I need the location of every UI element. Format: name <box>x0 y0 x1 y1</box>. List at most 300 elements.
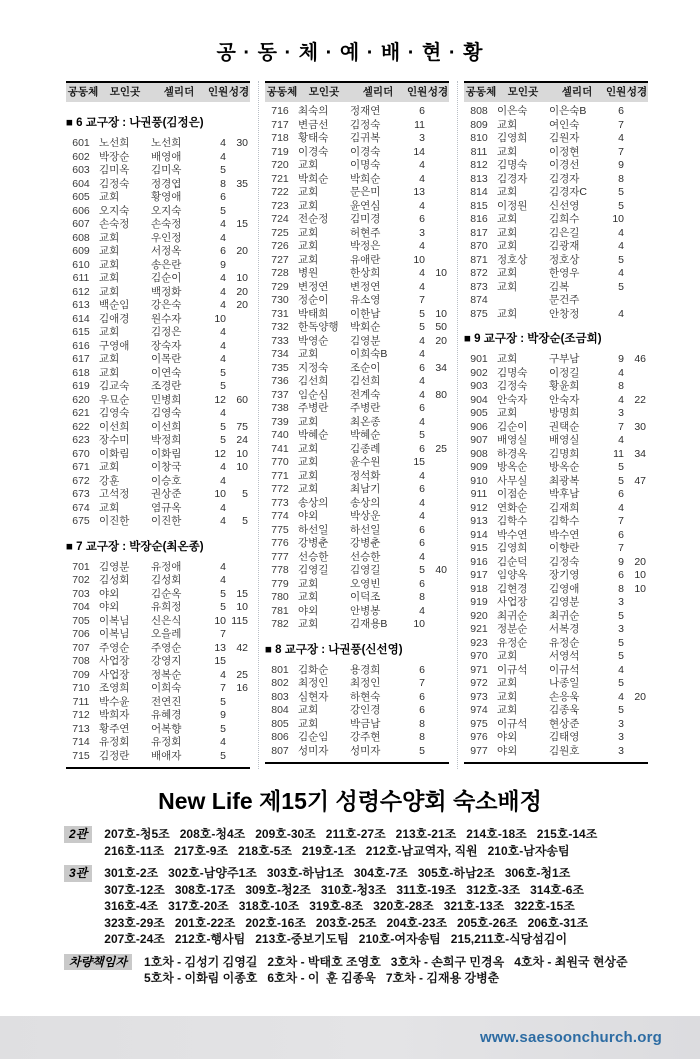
cell-leader: 유혜경 <box>151 709 182 721</box>
table-row <box>464 542 648 556</box>
cell-leader: 노선희 <box>151 137 182 149</box>
table-row <box>464 353 648 367</box>
assignment-line: 207호-청5조 208호-청4조 209호-30조 211호-27조 213호-21조 214호-18조 215호-14조 <box>104 827 598 841</box>
table-row <box>265 348 449 362</box>
table-row <box>464 119 648 133</box>
table-row <box>265 375 449 389</box>
cell-leader: 박수연 <box>549 528 580 541</box>
cell-bible <box>626 146 648 160</box>
cell-count: 3 <box>618 623 624 635</box>
table-row <box>464 650 648 664</box>
cell-count: 5 <box>220 749 226 762</box>
cell-bible <box>626 200 648 214</box>
group-badge: 차량책임자 <box>64 954 132 971</box>
cell-id: 739 <box>271 415 289 428</box>
cell-place: 최숙의 <box>298 105 329 117</box>
church-website-url: www.saesoonchurch.org <box>479 1029 662 1046</box>
cell-count: 5 <box>618 650 624 662</box>
cell-leader: 장기영 <box>549 569 580 581</box>
cell-place: 교회 <box>298 618 319 630</box>
cell-id: 717 <box>271 118 289 131</box>
cell-place: 박희자 <box>99 709 130 721</box>
table-row <box>66 191 250 205</box>
cell-bible <box>427 664 449 678</box>
cell-leader: 김종례 <box>350 442 381 455</box>
cell-leader: 김정은 <box>151 326 182 338</box>
cell-leader: 송은란 <box>151 258 182 271</box>
cell-leader: 이화림 <box>151 447 182 460</box>
table-row <box>464 294 648 308</box>
table-row <box>66 723 250 737</box>
cell-bible: 35 <box>236 177 248 190</box>
cell-count: 8 <box>618 380 624 392</box>
cell-id: 718 <box>271 132 289 144</box>
cell-id: 711 <box>72 695 90 708</box>
cell-bible: 10 <box>236 447 248 460</box>
cell-bible <box>228 164 250 178</box>
cell-place: 이화림 <box>99 447 130 460</box>
cell-id: 675 <box>72 515 90 527</box>
cell-count: 6 <box>220 245 226 257</box>
column-body <box>464 102 648 764</box>
table-row <box>464 227 648 241</box>
cell-leader: 정복순 <box>151 668 182 681</box>
table-row <box>66 232 250 246</box>
cell-bible <box>228 696 250 710</box>
table-row <box>265 618 449 632</box>
cell-place: 김정란 <box>99 749 130 762</box>
cell-leader: 이승호 <box>151 474 182 487</box>
table-row <box>265 389 449 403</box>
cell-id: 815 <box>470 199 488 212</box>
cell-count: 6 <box>419 213 425 225</box>
cell-bible: 5 <box>242 515 248 527</box>
cell-place: 교회 <box>99 285 120 298</box>
cell-id: 971 <box>470 663 488 676</box>
cell-bible <box>626 704 648 718</box>
cell-place: 박영순 <box>298 334 329 347</box>
table-row <box>265 664 449 678</box>
cell-leader: 김광재 <box>549 240 580 252</box>
cell-id: 709 <box>72 668 90 681</box>
cell-leader: 배영애 <box>151 150 182 163</box>
cell-place: 교회 <box>298 226 319 239</box>
cell-leader: 손응욱 <box>549 690 580 703</box>
cell-place: 김명숙 <box>497 159 528 171</box>
cell-id: 912 <box>470 501 488 514</box>
cell-leader: 황영애 <box>151 191 182 203</box>
cell-place: 교회 <box>497 240 518 252</box>
cell-place: 오지숙 <box>99 204 130 217</box>
cell-count: 4 <box>419 280 425 293</box>
cell-leader: 김성회 <box>151 574 182 586</box>
table-row <box>66 655 250 669</box>
cell-place: 교회 <box>497 186 518 198</box>
table-row <box>464 200 648 214</box>
cell-count: 6 <box>618 105 624 117</box>
column-divider <box>457 81 458 769</box>
cell-place: 교회 <box>298 456 319 468</box>
table-row <box>464 448 648 462</box>
table-row <box>265 213 449 227</box>
cell-count: 9 <box>618 159 624 171</box>
cell-place: 이복님 <box>99 628 130 640</box>
cell-leader: 이진한 <box>151 515 182 527</box>
table-row <box>66 272 250 286</box>
cell-id: 725 <box>271 226 289 239</box>
cell-place: 김학수 <box>497 515 528 527</box>
cell-place: 이규석 <box>497 717 528 730</box>
cell-id: 672 <box>72 474 90 487</box>
table-row <box>66 205 250 219</box>
table-row <box>66 615 250 629</box>
cell-bible: 60 <box>236 393 248 406</box>
cell-leader: 신선영 <box>549 199 580 212</box>
cell-id: 733 <box>271 334 289 347</box>
cell-leader: 백정화 <box>151 285 182 298</box>
cell-leader: 서영석 <box>549 650 580 662</box>
cell-place: 강훈 <box>99 474 120 487</box>
cell-leader: 강병춘 <box>350 537 381 549</box>
cell-bible: 10 <box>236 461 248 473</box>
cell-place: 교회 <box>99 353 120 365</box>
cell-id: 903 <box>470 380 488 392</box>
cell-id: 604 <box>72 177 90 190</box>
table-row <box>66 178 250 192</box>
cell-count: 4 <box>220 407 226 419</box>
cell-leader: 유정회 <box>151 736 182 748</box>
cell-place: 교회 <box>99 258 120 271</box>
cell-id: 741 <box>271 442 289 455</box>
worship-status-table <box>66 81 648 769</box>
cell-count: 4 <box>419 604 425 617</box>
cell-id: 731 <box>271 307 289 320</box>
cell-count: 4 <box>419 172 425 185</box>
cell-leader: 박상운 <box>350 510 381 522</box>
table-row <box>265 731 449 745</box>
cell-id: 710 <box>72 682 90 694</box>
table-row <box>265 200 449 214</box>
table-row <box>66 353 250 367</box>
cell-id: 702 <box>72 574 90 586</box>
cell-id: 772 <box>271 483 289 495</box>
cell-id: 870 <box>470 240 488 252</box>
cell-id: 801 <box>271 663 289 676</box>
cell-leader: 이정길 <box>549 366 580 379</box>
cell-leader: 최귀순 <box>549 609 580 622</box>
cell-id: 715 <box>72 749 90 762</box>
cell-count: 4 <box>618 226 624 239</box>
cell-place: 야외 <box>99 601 120 613</box>
header-place: 모인곳 <box>507 86 539 98</box>
table-row <box>265 524 449 538</box>
cell-leader: 민병희 <box>151 393 182 406</box>
cell-bible: 25 <box>236 668 248 681</box>
cell-bible <box>626 596 648 610</box>
cell-bible: 20 <box>236 285 248 298</box>
cell-id: 871 <box>470 253 488 266</box>
cell-leader: 전계숙 <box>350 388 381 401</box>
cell-place: 교회 <box>298 186 319 198</box>
cell-id: 907 <box>470 434 488 446</box>
cell-count: 4 <box>220 272 226 284</box>
cell-leader: 강은숙 <box>151 299 182 311</box>
cell-bible <box>228 750 250 764</box>
cell-leader: 이향란 <box>549 542 580 554</box>
footer-bar <box>0 1016 700 1059</box>
table-row <box>66 736 250 750</box>
cell-leader: 한영우 <box>549 267 580 279</box>
cell-place: 김순임 <box>298 731 329 743</box>
table-row <box>464 731 648 745</box>
cell-bible: 5 <box>242 488 248 500</box>
assignment-line: 1호차 - 김성기 김영길 2호차 - 박태호 조영호 3호차 - 손희구 민경옥 4호차 - 최원국 현상준 <box>143 954 628 969</box>
cell-count: 4 <box>419 348 425 360</box>
cell-bible <box>626 281 648 295</box>
cell-bible <box>626 542 648 556</box>
table-row <box>464 240 648 254</box>
table-row <box>265 591 449 605</box>
table-row <box>66 218 250 232</box>
cell-leader: 김은길 <box>549 226 580 239</box>
cell-count: 4 <box>220 574 226 586</box>
cell-place <box>494 294 546 308</box>
cell-leader: 정경엽 <box>151 177 182 190</box>
cell-id: 920 <box>470 609 488 622</box>
cell-bible <box>228 367 250 381</box>
cell-place: 김영길 <box>298 564 329 576</box>
table-row <box>265 294 449 308</box>
cell-count: 3 <box>618 717 624 730</box>
cell-id: 904 <box>470 393 488 406</box>
cell-leader: 구부남 <box>549 353 580 365</box>
table-row <box>66 502 250 516</box>
cell-place: 김선희 <box>298 375 329 387</box>
cell-id: 810 <box>470 132 488 144</box>
cell-leader: 변정연 <box>350 280 381 293</box>
cell-count: 10 <box>214 312 226 325</box>
cell-place: 교회 <box>298 717 319 730</box>
cell-place: 이규석 <box>497 663 528 676</box>
cell-place: 교회 <box>497 704 518 716</box>
cell-leader: 문건주 <box>549 294 580 306</box>
cell-bible <box>427 132 449 146</box>
table-row <box>265 308 449 322</box>
table-row <box>66 461 250 475</box>
cell-leader: 김복 <box>549 280 570 293</box>
cell-leader: 최정인 <box>350 677 381 689</box>
table-row <box>66 434 250 448</box>
cell-leader: 김정숙 <box>549 555 580 568</box>
cell-place: 방옥순 <box>497 461 528 473</box>
cell-bible <box>626 677 648 691</box>
cell-leader: 오영빈 <box>350 577 381 590</box>
table-row <box>265 470 449 484</box>
table-row <box>464 475 648 489</box>
cell-id: 671 <box>72 461 90 473</box>
cell-bible <box>427 146 449 160</box>
header-bible: 성경 <box>626 86 648 98</box>
cell-count: 9 <box>220 258 226 271</box>
table-row <box>265 718 449 732</box>
lodging-title: New Life 제15기 성령수양회 숙소배정 <box>158 788 542 814</box>
cell-place: 교회 <box>298 159 319 171</box>
cell-place: 교회 <box>497 353 518 365</box>
cell-bible <box>427 731 449 745</box>
cell-bible: 75 <box>236 420 248 433</box>
cell-bible <box>228 407 250 421</box>
cell-leader: 이선희 <box>151 420 182 433</box>
table-row <box>464 691 648 705</box>
table-row <box>265 105 449 119</box>
cell-bible <box>427 483 449 497</box>
cell-place: 김애경 <box>99 312 130 325</box>
cell-place: 병원 <box>298 267 319 279</box>
table-row <box>265 578 449 592</box>
table-row <box>66 448 250 462</box>
cell-leader: 박희순 <box>350 172 381 185</box>
vehicle-managers-group <box>64 954 658 987</box>
cell-id: 773 <box>271 496 289 509</box>
cell-bible <box>427 173 449 187</box>
cell-id: 774 <box>271 510 289 522</box>
table-row <box>66 245 250 259</box>
cell-id: 970 <box>470 650 488 662</box>
cell-leader: 유애란 <box>350 253 381 266</box>
cell-count: 4 <box>618 132 624 144</box>
table-row <box>464 186 648 200</box>
table-row <box>265 254 449 268</box>
cell-count: 4 <box>618 307 624 320</box>
cell-leader: 김순이 <box>151 272 182 284</box>
cell-leader: 권상준 <box>151 488 182 500</box>
cell-bible <box>626 254 648 268</box>
cell-count: 3 <box>419 226 425 239</box>
section-header: ■ 6 교구장 : 나권풍(김정은) <box>66 117 204 129</box>
cell-count: 4 <box>419 199 425 212</box>
cell-count: 4 <box>419 510 425 522</box>
cell-id: 728 <box>271 267 289 279</box>
cell-id: 803 <box>271 690 289 703</box>
cell-id: 975 <box>470 717 488 730</box>
cell-id: 914 <box>470 528 488 541</box>
cell-count: 4 <box>220 501 226 514</box>
cell-count: 8 <box>618 172 624 185</box>
cell-id: 607 <box>72 218 90 230</box>
cell-place: 야외 <box>298 604 319 617</box>
cell-count: 3 <box>618 744 624 757</box>
cell-leader: 김경자 <box>549 172 580 185</box>
cell-bible <box>626 105 648 119</box>
cell-id: 806 <box>271 731 289 743</box>
table-row <box>464 596 648 610</box>
table-row <box>464 308 648 322</box>
cell-bible: 15 <box>236 587 248 600</box>
cell-place: 박수윤 <box>99 695 130 708</box>
page-title: 공 · 동 · 체 · 예 · 배 · 현 · 황 <box>216 42 484 64</box>
cell-leader: 하현숙 <box>350 690 381 703</box>
cell-leader: 정석화 <box>350 469 381 482</box>
cell-id: 706 <box>72 628 90 640</box>
cell-bible: 34 <box>435 361 447 374</box>
cell-leader: 허현주 <box>350 226 381 239</box>
table-row <box>464 267 648 281</box>
cell-bible <box>626 610 648 624</box>
cell-count: 6 <box>419 105 425 117</box>
cell-id: 605 <box>72 191 90 203</box>
cell-place: 한독양행 <box>298 321 339 333</box>
cell-count: 6 <box>419 690 425 703</box>
cell-place: 박태희 <box>298 307 329 320</box>
table-row <box>464 146 648 160</box>
table-row <box>66 601 250 615</box>
cell-leader: 하선일 <box>350 523 381 536</box>
cell-count: 5 <box>220 380 226 392</box>
cell-id: 805 <box>271 717 289 730</box>
cell-leader: 이경숙 <box>350 145 381 158</box>
cell-id: 617 <box>72 353 90 365</box>
cell-place: 최정인 <box>298 677 329 689</box>
cell-id: 701 <box>72 560 90 573</box>
header-community: 공동체 <box>266 86 298 98</box>
cell-count: 3 <box>419 132 425 144</box>
header-cell-leader: 셀리더 <box>362 86 394 98</box>
cell-place: 사업장 <box>497 596 528 608</box>
table-row <box>66 488 250 502</box>
cell-bible <box>427 510 449 524</box>
cell-bible <box>427 281 449 295</box>
table-row <box>265 537 449 551</box>
cell-leader: 유정순 <box>549 636 580 649</box>
cell-id: 872 <box>470 267 488 279</box>
table-row <box>464 556 648 570</box>
cell-place: 김명숙 <box>497 366 528 379</box>
header-cell-leader: 셀리더 <box>561 86 593 98</box>
cell-id: 923 <box>470 636 488 649</box>
table-row <box>464 623 648 637</box>
table-row <box>66 475 250 489</box>
cell-place: 야외 <box>298 510 319 522</box>
cell-count: 9 <box>618 353 624 365</box>
section-header: ■ 8 교구장 : 나권풍(신선영) <box>265 643 403 656</box>
cell-leader: 안병봉 <box>350 604 381 617</box>
table-row <box>265 551 449 565</box>
cell-bible <box>626 407 648 421</box>
cell-bible <box>427 718 449 732</box>
header-count: 인원 <box>208 86 229 98</box>
cell-bible <box>427 294 449 308</box>
table-row <box>464 488 648 502</box>
cell-leader: 유소영 <box>350 294 381 306</box>
cell-count: 15 <box>214 655 226 667</box>
table-row <box>265 402 449 416</box>
cell-count: 4 <box>220 339 226 352</box>
cell-place: 이선희 <box>99 420 130 433</box>
cell-count: 8 <box>618 582 624 595</box>
cell-count: 4 <box>618 663 624 676</box>
cell-bible <box>626 294 648 308</box>
cell-count: 5 <box>220 601 226 613</box>
cell-count: 3 <box>618 731 624 743</box>
table-row <box>265 240 449 254</box>
cell-count: 4 <box>419 496 425 509</box>
cell-place: 교회 <box>298 253 319 266</box>
cell-count: 10 <box>413 253 425 266</box>
cell-leader: 최온종 <box>350 415 381 428</box>
cell-count: 4 <box>220 668 226 681</box>
cell-place: 배영실 <box>497 434 528 446</box>
cell-bible <box>228 475 250 489</box>
